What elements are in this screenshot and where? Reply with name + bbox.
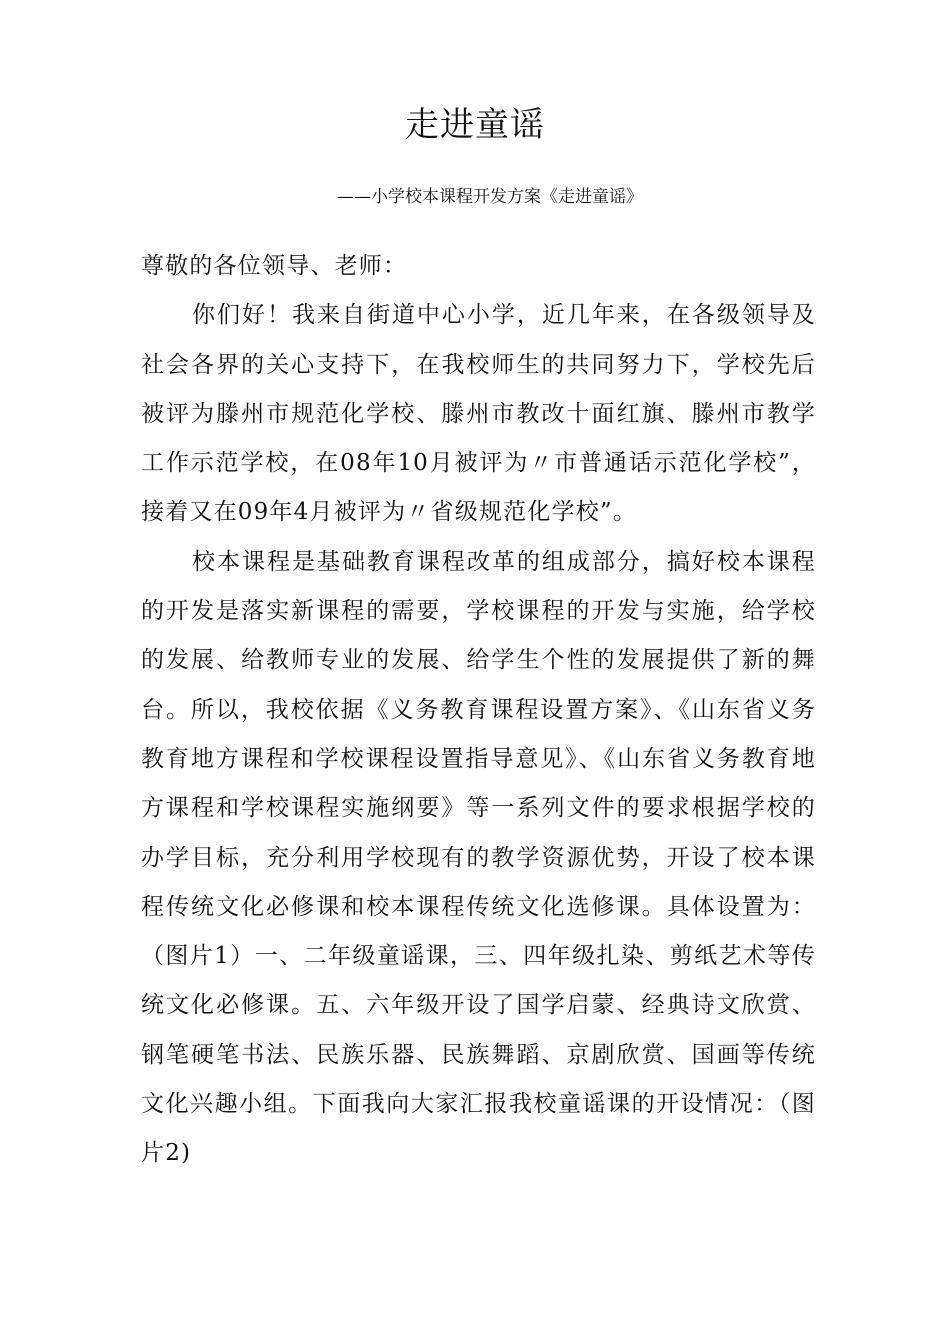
salutation: 尊敬的各位领导、老师： [141, 253, 408, 279]
paragraph-curriculum: 校本课程是基础教育课程改革的组成部分，搞好校本课程的开发是落实新课程的需要，学校课程的开发与实施，给学校的发展、给教师专业的发展、给学生个性的发展提供了新的舞台。所以，我校依据《义务教育课程设置方案》、《山东省义务教育地方课程和学校课程设置指导意见》、《山东省义务教育地方课程和学校课程实施纲要》等一系列文件的要求根据学校的办学目标，充分利用学校现有的教学资源优势，开设了校本课程传统文化必修课和校本课程传统文化选修课。具体设置为：（图片1）一、二年级童谣课，三、四年级扎染、剪纸艺术等传统文化必修课。五、六年级开设了国学启蒙、经典诗文欣赏、钢笔硬笔书法、民族乐器、民族舞蹈、京剧欣赏、国画等传统文化兴趣小组。下面我向大家汇报我校童谣课的开设情况：（图片2) [141, 548, 816, 1167]
document-title: 走进童谣 [405, 105, 545, 145]
document-subtitle: ——小学校本课程开发方案《走进童谣》 [337, 187, 643, 207]
paragraph-introduction: 你们好！我来自街道中心小学，近几年来，在各级领导及社会各界的关心支持下，在我校师生的共同努力下，学校先后被评为滕州市规范化学校、滕州市教改十面红旗、滕州市教学工作示范学校，在08年10月被评为〃市普通话示范化学校”，接着又在09年4月被评为〃省级规范化学校”。 [141, 302, 816, 526]
document-body [141, 242, 816, 1179]
